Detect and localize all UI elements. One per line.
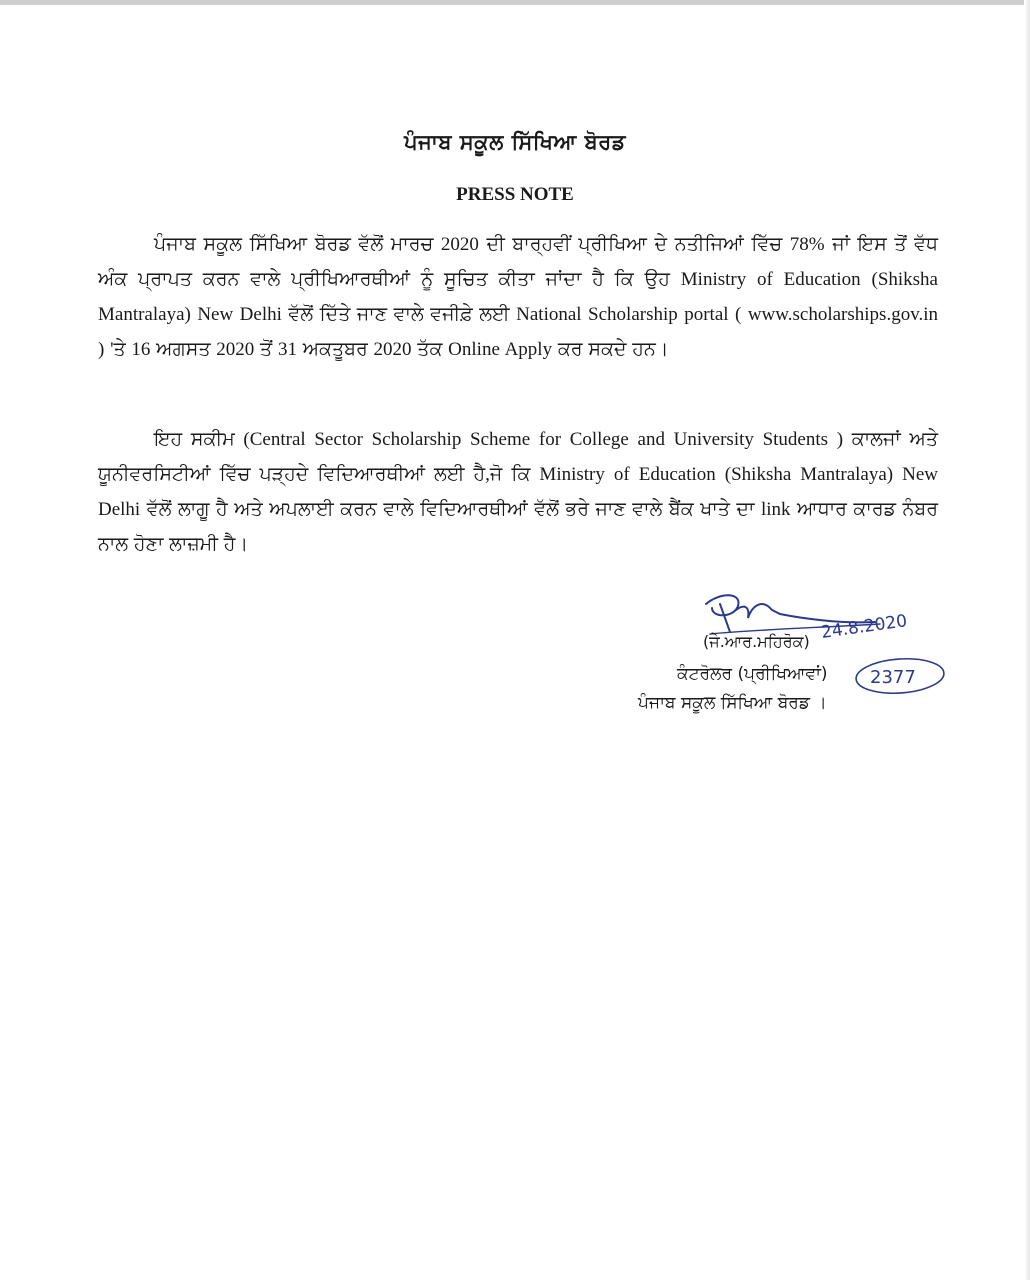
signatory-designation: ਕੰਟਰੋਲਰ (ਪ੍ਰੀਖਿਆਵਾਂ) [677, 664, 828, 684]
paragraph-1: ਪੰਜਾਬ ਸਕੂਲ ਸਿੱਖਿਆ ਬੋਰਡ ਵੱਲੋਂ ਮਾਰਚ 2020 ਦੀ ਬਾਰ੍ਹਵੀਂ ਪ੍ਰੀਖਿਆ ਦੇ ਨਤੀਜਿਆਂ ਵਿੱਚ 78% ਜਾਂ ਇਸ ਤੋਂ ਵੱਧ ਅੰਕ ਪ੍ਰਾਪਤ ਕਰਨ ਵਾਲੇ ਪ੍ਰੀਖਿਆਰਥੀਆਂ ਨੂੰ ਸੂਚਿਤ ਕੀਤਾ ਜਾਂਦਾ ਹੈ ਕਿ ਉਹ Ministry of Education (Shiksha Mantralaya) New Delhi ਵੱਲੋਂ ਦਿੱਤੇ ਜਾਣ ਵਾਲੇ ਵਜੀਫ਼ੇ ਲਈ National Scholarship portal ( www.scholarships.gov.in ) 'ਤੇ 16 ਅਗਸਤ 2020 ਤੋਂ 31 ਅਕਤੂਬਰ 2020 ਤੱਕ Online Apply ਕਰ ਸਕਦੇ ਹਨ। [98, 234, 938, 360]
diary-number-stamp [852, 655, 952, 697]
signatory-name: (ਜੇ.ਆਰ.ਮਹਿਰੋਕ) [703, 632, 810, 651]
paragraph-2: ਇਹ ਸਕੀਮ (Central Sector Scholarship Scheme for College and University Students ) ਕਾਲਜਾਂ ਅਤੇ ਯੂਨੀਵਰਸਿਟੀਆਂ ਵਿੱਚ ਪੜ੍ਹਦੇ ਵਿਦਿਆਰਥੀਆਂ ਲਈ ਹੈ,ਜੋ ਕਿ Ministry of Education (Shiksha Mantralaya) New Delhi ਵੱਲੋਂ ਲਾਗੂ ਹੈ ਅਤੇ ਅਪਲਾਈ ਕਰਨ ਵਾਲੇ ਵਿਦਿਆਰਥੀਆਂ ਵੱਲੋਂ ਭਰੇ ਜਾਣ ਵਾਲੇ ਬੈਂਕ ਖਾਤੇ ਦਾ link ਆਧਾਰ ਕਾਰਡ ਨੰਬਰ ਨਾਲ ਹੋਣਾ ਲਾਜ਼ਮੀ ਹੈ। [98, 429, 938, 555]
signature-date: 24.8.2020 [819, 611, 909, 643]
board-heading: ਪੰਜਾਬ ਸਕੂਲ ਸਿੱਖਿਆ ਬੋਰਡ [404, 130, 626, 154]
signatory-organization: ਪੰਜਾਬ ਸਕੂਲ ਸਿੱਖਿਆ ਬੋਰਡ । [638, 693, 827, 713]
diary-number: 2377 [870, 667, 916, 688]
press-note-title: PRESS NOTE [456, 184, 574, 205]
